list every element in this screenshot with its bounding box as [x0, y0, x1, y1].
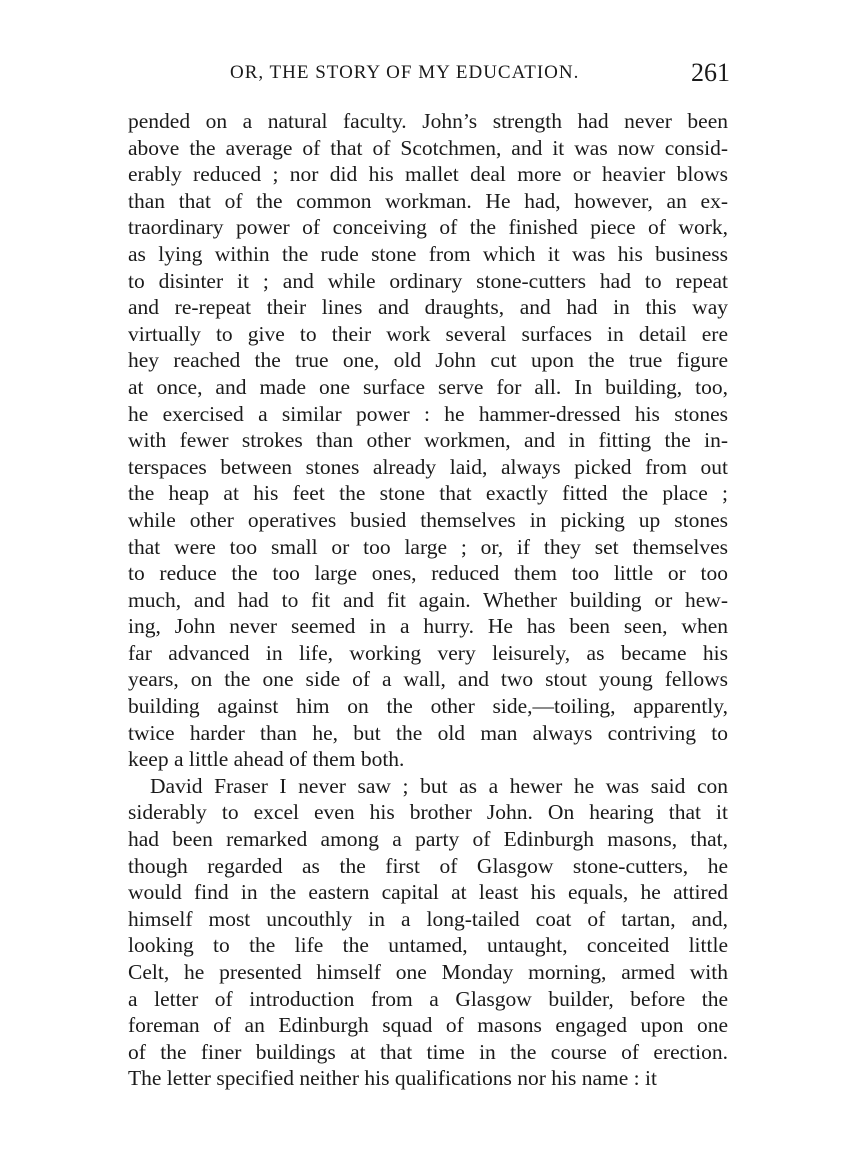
text-line: while other operatives busied themselves in picking up stones	[128, 507, 728, 532]
text-line: with fewer strokes than other workmen, and in fitting the in-	[128, 428, 728, 453]
text-line: though regarded as the first of Glasgow stone-cutters, he	[128, 853, 728, 878]
text-line: ing, John never seemed in a hurry. He has been seen, when	[128, 614, 728, 639]
text-line: had been remarked among a party of Edinburgh masons, that,	[128, 827, 728, 852]
text-line: The letter specified neither his qualifications nor his name : it	[128, 1066, 657, 1091]
text-line: far advanced in life, working very leisurely, as became his	[128, 640, 728, 665]
text-line: building against him on the other side,—toiling, apparently,	[128, 694, 728, 719]
text-line: Celt, he presented himself one Monday morning, armed with	[128, 960, 728, 984]
paragraph	[128, 108, 728, 773]
text-line: and re-repeat their lines and draughts, and had in this way	[128, 295, 728, 320]
text-line: David Fraser I never saw ; but as a hewer he was said con	[150, 773, 728, 798]
text-line: than that of the common workman. He had, however, an ex-	[128, 188, 728, 213]
text-line: pended on a natural faculty. John’s strength had never been	[128, 109, 728, 133]
text-line: above the average of that of Scotchmen, and it was now consid-	[128, 135, 728, 160]
body-text	[128, 108, 728, 1092]
text-line: traordinary power of conceiving of the finished piece of work,	[128, 215, 728, 240]
text-line: to reduce the too large ones, reduced them too little or too	[128, 561, 728, 586]
text-line: twice harder than he, but the old man always contriving to	[128, 720, 728, 745]
paragraph	[128, 773, 728, 1092]
text-line: of the finer buildings at that time in the course of erection.	[128, 1039, 728, 1064]
page-number: 261	[691, 58, 730, 87]
text-line: the heap at his feet the stone that exactly fitted the place ;	[128, 481, 728, 506]
running-title: OR, THE STORY OF MY EDUCATION.	[230, 62, 580, 83]
text-line: years, on the one side of a wall, and two stout young fellows	[128, 667, 728, 692]
text-line: to disinter it ; and while ordinary stone-cutters had to repeat	[128, 268, 728, 293]
text-line: much, and had to fit and fit again. Whether building or hew-	[128, 587, 728, 612]
text-line: he exercised a similar power : he hammer-dressed his stones	[128, 401, 728, 426]
text-line: virtually to give to their work several surfaces in detail ere	[128, 321, 728, 346]
text-line: hey reached the true one, old John cut upon the true figure	[128, 348, 728, 373]
text-line: that were too small or too large ; or, if they set themselves	[128, 534, 728, 559]
text-line: would find in the eastern capital at least his equals, he attired	[128, 880, 728, 905]
text-line: looking to the life the untamed, untaught, conceited little	[128, 933, 728, 958]
text-line: foreman of an Edinburgh squad of masons engaged upon one	[128, 1013, 728, 1038]
text-line: erably reduced ; nor did his mallet deal more or heavier blows	[128, 162, 728, 187]
text-line: at once, and made one surface serve for all. In building, too,	[128, 374, 728, 399]
text-line: siderably to excel even his brother John. On hearing that it	[128, 800, 728, 825]
text-line: himself most uncouthly in a long-tailed coat of tartan, and,	[128, 906, 728, 931]
text-line: as lying within the rude stone from which it was his business	[128, 241, 728, 266]
page-header	[200, 58, 730, 92]
text-line: terspaces between stones already laid, always picked from out	[128, 454, 728, 479]
text-line: a letter of introduction from a Glasgow builder, before the	[128, 986, 728, 1011]
text-line: keep a little ahead of them both.	[128, 747, 405, 772]
